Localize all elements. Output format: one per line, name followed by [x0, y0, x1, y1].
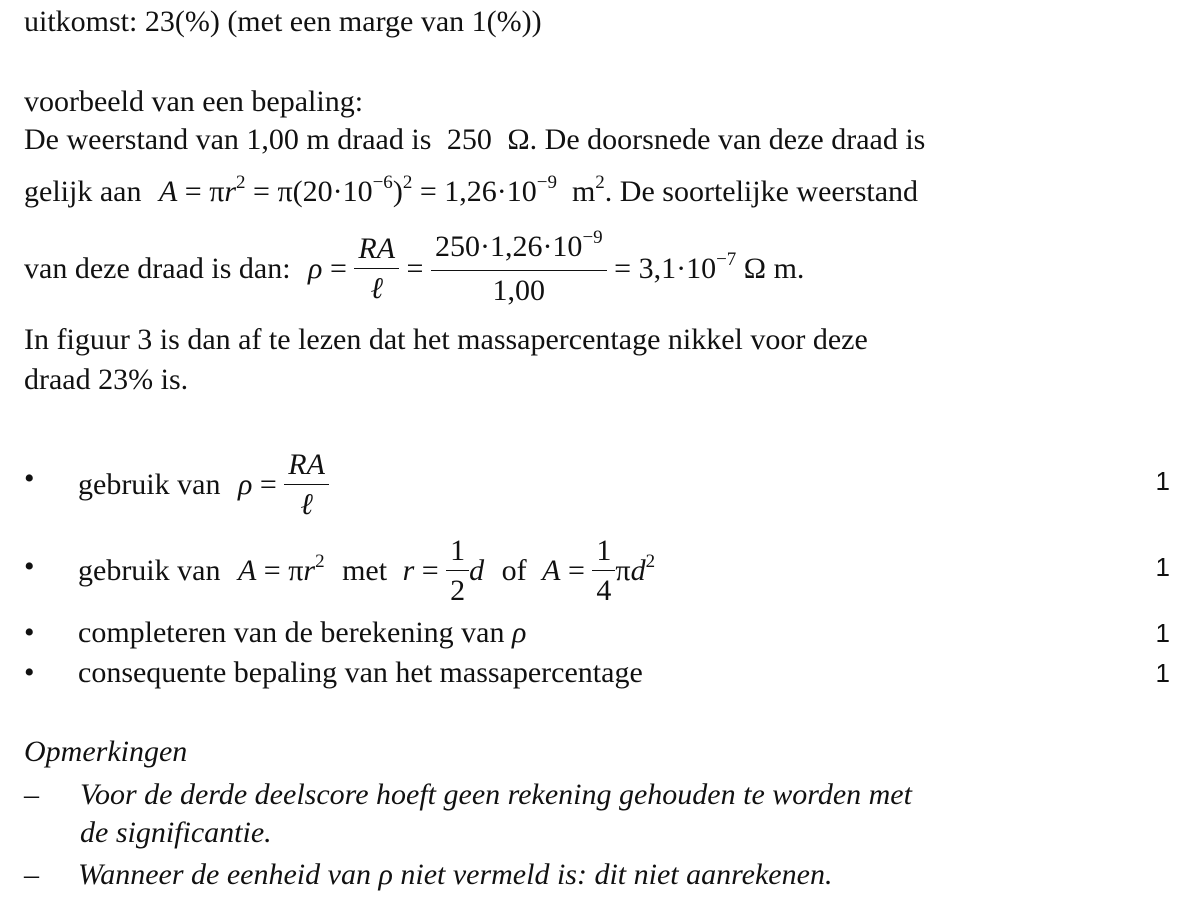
criterion-2-score: 1 — [1155, 552, 1170, 582]
fraction-calculation: $\frac{250\cdot 1,26\cdot 10^{-9}}{1,00}$ — [431, 228, 607, 311]
resistivity-formula: ρ = $\frac{RA}{\text{ℓ}}$ = $\frac{250\cdot 1,26\cdot 10^{-9}}{1,00}$ = $3,1\cdot 10^{-7}$ Ω m. — [308, 252, 804, 285]
criterion-1-content — [78, 444, 329, 527]
example-line-3 — [24, 226, 804, 316]
rho-symbol: ρ — [511, 616, 527, 649]
example-line-2-text-b: De soortelijke weerstand — [619, 175, 919, 208]
remark-1-dash: – — [24, 778, 39, 811]
resistance-value: 250 — [446, 123, 492, 156]
example-line-2 — [24, 174, 918, 214]
criterion-3-text: completeren van de berekening van — [78, 616, 505, 649]
example-line-2-text-a: gelijk aan — [24, 175, 142, 208]
bullet: • — [24, 656, 35, 689]
example-line-3-text-a: van deze draad is dan: — [24, 252, 291, 285]
fraction-one-quarter: $\frac{1}{4}$ — [592, 532, 615, 611]
criterion-4-score: 1 — [1155, 658, 1170, 688]
criterion-2-content — [78, 530, 655, 616]
example-heading: voorbeeld van een bepaling: — [24, 85, 364, 118]
criterion-2-met: met — [342, 554, 388, 587]
bullet: • — [24, 550, 35, 583]
resistance-unit: Ω. — [507, 123, 538, 156]
example-line-1 — [24, 122, 925, 158]
criterion-1-formula: ρ = $\frac{RA}{\text{ℓ}}$ — [238, 468, 329, 501]
fraction-one-half: $\frac{1}{2}$ — [446, 532, 469, 611]
remark-1-line-1: Voor de derde deelscore hoeft geen rekening gehouden te worden met — [80, 778, 912, 811]
bullet: • — [24, 462, 35, 495]
example-line-1-text-a: De weerstand van 1,00 m draad is — [24, 123, 432, 156]
criterion-2-formula-a: $A = \pi r^2$ — [237, 551, 325, 587]
remark-2-dash: – — [24, 858, 39, 891]
criterion-2-text: gebruik van — [78, 554, 221, 587]
bullet: • — [24, 616, 35, 649]
outcome-line: uitkomst: 23(%) (met een marge van 1(%)) — [24, 5, 542, 38]
criterion-1-text: gebruik van — [78, 468, 221, 501]
remark-1-line-2: de significantie. — [80, 816, 272, 849]
criterion-3-score: 1 — [1155, 618, 1170, 648]
example-line-4: In figuur 3 is dan af te lezen dat het massapercentage nikkel voor deze — [24, 323, 868, 356]
remarks-heading: Opmerkingen — [24, 735, 188, 768]
criterion-2-formula-b: r = $\frac{1}{2}$ d — [403, 554, 485, 587]
remark-2-line-1: Wanneer de eenheid van ρ niet vermeld is: dit niet aanrekenen. — [78, 858, 833, 891]
criterion-3-content — [78, 616, 526, 650]
criterion-1-score: 1 — [1155, 466, 1170, 496]
area-formula: $A = \pi r^2 = \pi(20\cdot 10^{-6})^2 = 1,26\cdot 10^{-9}$ $m^2$. — [158, 172, 613, 208]
example-line-5: draad 23% is. — [24, 363, 189, 396]
example-line-1-text-b: De doorsnede van deze draad is — [544, 123, 926, 156]
criterion-2-formula-c: A = $\frac{1}{4}$ $\pi d^2$ — [542, 554, 655, 587]
criterion-2-of: of — [501, 554, 527, 587]
fraction-ra-over-l: $\frac{RA}{\text{ℓ}}$ — [354, 230, 399, 309]
fraction-ra-over-l: $\frac{RA}{\text{ℓ}}$ — [284, 446, 329, 525]
criterion-4-text: consequente bepaling van het massapercentage — [78, 656, 643, 689]
